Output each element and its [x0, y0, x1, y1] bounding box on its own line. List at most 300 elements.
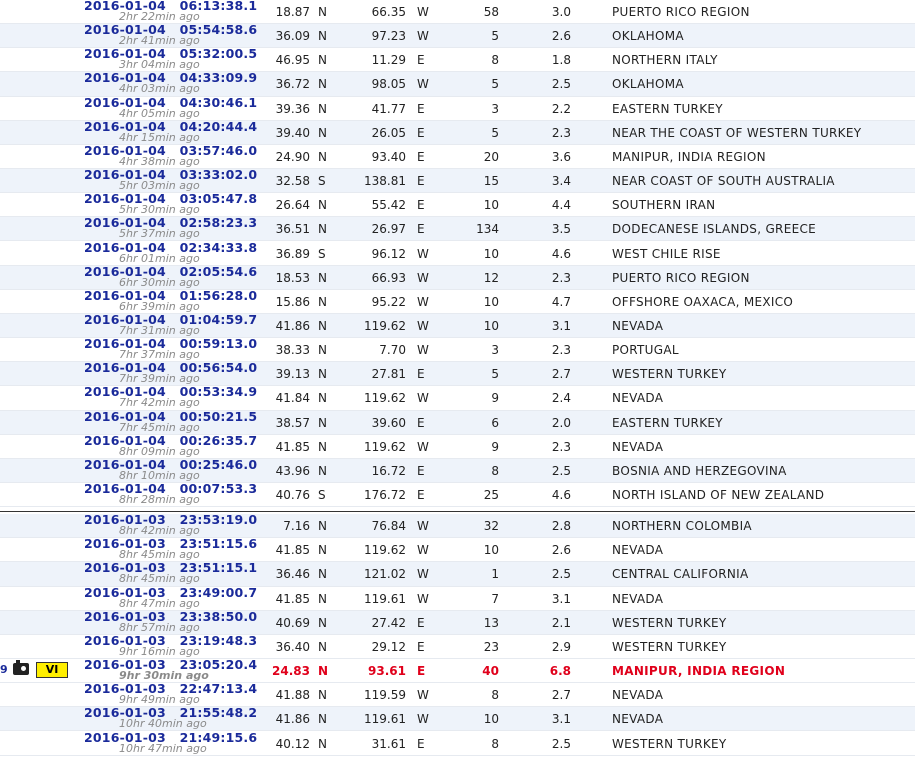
latitude: 41.85: [275, 591, 310, 606]
latitude: 39.13: [275, 367, 310, 382]
region-name: NEVADA: [612, 439, 664, 454]
table-row[interactable]: [0, 24, 915, 48]
region-name: EASTERN TURKEY: [612, 101, 723, 116]
magnitude: 2.1: [551, 615, 571, 630]
longitude: 76.84: [371, 519, 406, 534]
latitude: 41.88: [275, 688, 310, 703]
event-datetime-link[interactable]: 2016-01-04 03:57:46.0: [84, 142, 258, 158]
longitude-hemisphere: W: [417, 246, 429, 261]
longitude-hemisphere: E: [417, 615, 425, 630]
depth-km: 7: [491, 591, 499, 606]
region-name: SOUTHERN IRAN: [612, 198, 716, 213]
depth-km: 10: [483, 246, 499, 261]
camera-icon[interactable]: [13, 663, 29, 675]
table-row[interactable]: [0, 514, 915, 538]
region-name: OKLAHOMA: [612, 77, 684, 92]
event-datetime-link[interactable]: 2016-01-03 21:55:48.2: [84, 705, 258, 721]
longitude: 26.05: [371, 125, 406, 140]
latitude-hemisphere: N: [318, 543, 327, 558]
magnitude: 6.8: [549, 664, 571, 679]
longitude-hemisphere: E: [417, 415, 425, 430]
longitude-hemisphere: E: [417, 53, 425, 68]
region-name: NEAR COAST OF SOUTH AUSTRALIA: [612, 174, 835, 189]
longitude: 66.93: [371, 270, 406, 285]
latitude-hemisphere: N: [318, 198, 327, 213]
depth-km: 8: [491, 688, 499, 703]
latitude-hemisphere: N: [318, 567, 327, 582]
event-datetime-link[interactable]: 2016-01-03 23:51:15.6: [84, 536, 258, 552]
magnitude: 2.9: [551, 639, 571, 654]
region-name: DODECANESE ISLANDS, GREECE: [612, 222, 817, 237]
latitude-hemisphere: N: [318, 615, 327, 630]
table-row[interactable]: [0, 287, 915, 314]
longitude-hemisphere: W: [417, 29, 429, 44]
longitude-hemisphere: W: [417, 567, 429, 582]
time-ago: 9hr 30min ago: [119, 669, 209, 683]
time-ago: 8hr 45min ago: [119, 572, 200, 586]
time-ago: 7hr 42min ago: [119, 396, 200, 410]
table-row[interactable]: [0, 707, 915, 731]
latitude-hemisphere: N: [318, 5, 327, 19]
longitude: 16.72: [371, 463, 406, 478]
table-row[interactable]: [0, 48, 915, 72]
event-datetime-link[interactable]: 2016-01-03 21:49:15.6: [84, 729, 258, 745]
longitude: 31.61: [371, 736, 406, 751]
latitude: 38.33: [275, 343, 310, 358]
latitude-hemisphere: N: [318, 53, 327, 68]
day-separator: [0, 511, 915, 512]
longitude: 119.62: [364, 318, 406, 333]
latitude-hemisphere: N: [318, 125, 327, 140]
longitude: 121.02: [364, 567, 406, 582]
depth-km: 3: [491, 101, 499, 116]
magnitude: 2.4: [551, 391, 571, 406]
time-ago: 2hr 41min ago: [119, 34, 200, 48]
intensity-badge[interactable]: VI: [36, 662, 68, 678]
region-name: NORTHERN COLOMBIA: [612, 519, 752, 534]
event-datetime-link[interactable]: 2016-01-03 23:53:19.0: [84, 512, 258, 528]
time-ago: 10hr 40min ago: [119, 717, 207, 731]
longitude-hemisphere: E: [417, 488, 425, 502]
time-ago: 4hr 15min ago: [119, 130, 200, 144]
magnitude: 2.3: [551, 270, 571, 285]
region-name: OFFSHORE OAXACA, MEXICO: [612, 294, 794, 309]
depth-km: 20: [483, 149, 499, 164]
time-ago: 4hr 38min ago: [119, 154, 200, 168]
latitude: 38.57: [275, 415, 310, 430]
region-name: WESTERN TURKEY: [612, 367, 727, 382]
event-datetime-link[interactable]: 2016-01-04 03:05:47.8: [84, 191, 258, 207]
longitude: 119.61: [364, 591, 406, 606]
region-name: EASTERN TURKEY: [612, 415, 723, 430]
region-name: NEVADA: [612, 688, 664, 703]
table-row[interactable]: [0, 659, 915, 683]
region-name: MANIPUR, INDIA REGION: [612, 149, 766, 164]
longitude: 27.81: [371, 367, 406, 382]
region-name: PUERTO RICO REGION: [612, 5, 750, 19]
longitude-hemisphere: E: [417, 125, 425, 140]
latitude: 41.84: [275, 391, 310, 406]
magnitude: 2.6: [551, 543, 571, 558]
event-datetime-link[interactable]: 2016-01-04 01:04:59.7: [84, 311, 258, 327]
longitude: 7.70: [379, 343, 406, 358]
latitude: 36.89: [275, 246, 310, 261]
table-row[interactable]: [0, 263, 915, 290]
latitude: 36.40: [275, 639, 310, 654]
latitude-hemisphere: N: [318, 149, 327, 164]
region-name: OKLAHOMA: [612, 29, 684, 44]
time-ago: 7hr 31min ago: [119, 323, 200, 337]
table-row[interactable]: [0, 118, 915, 145]
region-name: NEVADA: [612, 543, 664, 558]
magnitude: 3.1: [551, 318, 571, 333]
table-row[interactable]: [0, 432, 915, 459]
time-ago: 4hr 03min ago: [119, 82, 200, 96]
depth-km: 6: [491, 415, 499, 430]
longitude: 93.40: [371, 149, 406, 164]
latitude-hemisphere: N: [318, 29, 327, 44]
region-name: WESTERN TURKEY: [612, 639, 727, 654]
table-row[interactable]: [0, 72, 915, 96]
depth-km: 58: [483, 5, 499, 19]
longitude-hemisphere: W: [417, 712, 429, 727]
magnitude: 4.6: [551, 488, 571, 502]
event-datetime-link[interactable]: 2016-01-04 00:50:21.5: [84, 408, 258, 424]
region-name: NORTHERN ITALY: [612, 53, 718, 68]
latitude-hemisphere: N: [318, 343, 327, 358]
event-datetime-link[interactable]: 2016-01-04 00:25:46.0: [84, 456, 258, 472]
latitude: 40.69: [275, 615, 310, 630]
longitude-hemisphere: W: [417, 5, 429, 19]
time-ago: 8hr 10min ago: [119, 468, 200, 482]
event-datetime-link[interactable]: 2016-01-04 00:56:54.0: [84, 360, 258, 376]
longitude: 119.61: [364, 712, 406, 727]
magnitude: 2.8: [551, 519, 571, 534]
longitude: 96.12: [371, 246, 406, 261]
table-row[interactable]: [0, 483, 915, 507]
longitude-hemisphere: E: [417, 639, 425, 654]
latitude-hemisphere: N: [318, 463, 327, 478]
longitude-hemisphere: W: [417, 391, 429, 406]
depth-km: 32: [483, 519, 499, 534]
time-ago: 7hr 45min ago: [119, 420, 200, 434]
event-datetime-link[interactable]: 2016-01-03 22:47:13.4: [84, 681, 258, 697]
event-datetime-link[interactable]: 2016-01-04 04:33:09.9: [84, 70, 258, 86]
longitude: 97.23: [371, 29, 406, 44]
longitude-hemisphere: E: [417, 174, 425, 189]
time-ago: 6hr 01min ago: [119, 251, 200, 265]
table-row[interactable]: [0, 386, 915, 410]
longitude: 11.29: [371, 53, 406, 68]
event-datetime-link[interactable]: 2016-01-04 06:13:38.1: [84, 0, 258, 13]
longitude: 176.72: [364, 488, 406, 502]
latitude: 43.96: [275, 463, 310, 478]
time-ago: 7hr 37min ago: [119, 348, 200, 362]
depth-km: 3: [491, 343, 499, 358]
latitude: 36.72: [275, 77, 310, 92]
longitude: 66.35: [371, 5, 406, 19]
latitude: 39.36: [275, 101, 310, 116]
longitude: 26.97: [371, 222, 406, 237]
region-name: PORTUGAL: [612, 343, 679, 358]
latitude: 24.90: [275, 149, 310, 164]
magnitude: 3.4: [551, 174, 571, 189]
longitude: 95.22: [371, 294, 406, 309]
latitude-hemisphere: S: [318, 246, 326, 261]
latitude: 39.40: [275, 125, 310, 140]
time-ago: 8hr 42min ago: [119, 524, 200, 538]
event-datetime-link[interactable]: 2016-01-03 23:19:48.3: [84, 632, 258, 648]
longitude-hemisphere: E: [417, 664, 426, 679]
depth-km: 23: [483, 639, 499, 654]
event-datetime-link[interactable]: 2016-01-03 23:51:15.1: [84, 560, 258, 576]
table-row[interactable]: [0, 142, 915, 169]
event-datetime-link[interactable]: 2016-01-04 04:20:44.4: [84, 118, 258, 134]
time-ago: 8hr 28min ago: [119, 493, 200, 506]
region-name: MANIPUR, INDIA REGION: [612, 664, 786, 679]
depth-km: 8: [491, 736, 499, 751]
depth-km: 10: [483, 712, 499, 727]
latitude-hemisphere: N: [318, 367, 327, 382]
latitude-hemisphere: N: [318, 77, 327, 92]
magnitude: 2.5: [551, 736, 571, 751]
depth-km: 1: [491, 567, 499, 582]
table-row[interactable]: [0, 562, 915, 586]
longitude-hemisphere: W: [417, 77, 429, 92]
time-ago: 8hr 45min ago: [119, 548, 200, 562]
longitude: 138.81: [364, 174, 406, 189]
region-name: WESTERN TURKEY: [612, 615, 727, 630]
table-row[interactable]: [0, 456, 915, 483]
magnitude: 3.5: [551, 222, 571, 237]
depth-km: 9: [491, 391, 499, 406]
event-datetime-link[interactable]: 2016-01-04 02:34:33.8: [84, 239, 258, 255]
latitude: 24.83: [272, 664, 310, 679]
latitude: 32.58: [275, 174, 310, 189]
magnitude: 2.3: [551, 125, 571, 140]
region-name: NEVADA: [612, 712, 664, 727]
depth-km: 10: [483, 543, 499, 558]
event-datetime-link[interactable]: 2016-01-04 05:54:58.6: [84, 22, 258, 38]
event-datetime-link[interactable]: 2016-01-03 23:49:00.7: [84, 584, 258, 600]
latitude-hemisphere: N: [318, 639, 327, 654]
latitude: 41.86: [275, 318, 310, 333]
time-ago: 2hr 22min ago: [119, 10, 200, 23]
depth-km: 25: [483, 488, 499, 502]
latitude-hemisphere: N: [318, 688, 327, 703]
longitude-hemisphere: E: [417, 198, 425, 213]
latitude-hemisphere: N: [318, 736, 327, 751]
latitude-hemisphere: N: [318, 712, 327, 727]
magnitude: 3.0: [551, 5, 571, 19]
magnitude: 2.2: [551, 101, 571, 116]
table-row[interactable]: [0, 338, 915, 362]
longitude-hemisphere: E: [417, 101, 425, 116]
table-row[interactable]: [0, 0, 915, 24]
table-row[interactable]: [0, 584, 915, 611]
table-row[interactable]: [0, 311, 915, 338]
time-ago: 6hr 39min ago: [119, 299, 200, 313]
latitude-hemisphere: N: [318, 391, 327, 406]
latitude-hemisphere: N: [318, 664, 329, 679]
region-name: NORTH ISLAND OF NEW ZEALAND: [612, 488, 825, 502]
time-ago: 8hr 57min ago: [119, 620, 200, 634]
latitude: 36.51: [275, 222, 310, 237]
longitude-hemisphere: E: [417, 736, 425, 751]
longitude-hemisphere: E: [417, 149, 425, 164]
event-datetime-link[interactable]: 2016-01-04 02:05:54.6: [84, 263, 258, 279]
table-row[interactable]: [0, 729, 915, 756]
event-datetime-link[interactable]: 2016-01-03 23:05:20.4: [84, 657, 258, 673]
region-name: CENTRAL CALIFORNIA: [612, 567, 749, 582]
latitude: 41.85: [275, 439, 310, 454]
depth-km: 5: [491, 77, 499, 92]
table-row[interactable]: [0, 239, 915, 266]
event-datetime-link[interactable]: 2016-01-03 23:38:50.0: [84, 608, 258, 624]
magnitude: 2.6: [551, 29, 571, 44]
latitude: 36.46: [275, 567, 310, 582]
longitude-hemisphere: W: [417, 591, 429, 606]
latitude-hemisphere: S: [318, 174, 326, 189]
magnitude: 3.1: [551, 712, 571, 727]
longitude-hemisphere: W: [417, 543, 429, 558]
latitude: 18.53: [275, 270, 310, 285]
latitude: 36.09: [275, 29, 310, 44]
depth-km: 12: [483, 270, 499, 285]
latitude-hemisphere: N: [318, 101, 327, 116]
magnitude: 4.4: [551, 198, 571, 213]
latitude-hemisphere: N: [318, 318, 327, 333]
latitude: 7.16: [283, 519, 310, 534]
felt-reports-count[interactable]: 9: [0, 663, 8, 677]
event-datetime-link[interactable]: 2016-01-04 04:30:46.1: [84, 94, 258, 110]
event-datetime-link[interactable]: 2016-01-04 01:56:28.0: [84, 287, 258, 303]
longitude: 119.62: [364, 391, 406, 406]
time-ago: 9hr 49min ago: [119, 693, 200, 707]
longitude-hemisphere: W: [417, 439, 429, 454]
magnitude: 4.7: [551, 294, 571, 309]
magnitude: 4.6: [551, 246, 571, 261]
longitude: 27.42: [371, 615, 406, 630]
longitude: 119.59: [364, 688, 406, 703]
time-ago: 5hr 37min ago: [119, 227, 200, 241]
magnitude: 2.5: [551, 567, 571, 582]
depth-km: 5: [491, 125, 499, 140]
depth-km: 9: [491, 439, 499, 454]
time-ago: 8hr 47min ago: [119, 596, 200, 610]
event-datetime-link[interactable]: 2016-01-04 00:59:13.0: [84, 336, 258, 352]
region-name: NEVADA: [612, 591, 664, 606]
table-row[interactable]: [0, 538, 915, 562]
depth-km: 13: [483, 615, 499, 630]
latitude: 41.85: [275, 543, 310, 558]
magnitude: 2.3: [551, 439, 571, 454]
longitude-hemisphere: W: [417, 343, 429, 358]
magnitude: 2.7: [551, 367, 571, 382]
event-datetime-link[interactable]: 2016-01-04 05:32:00.5: [84, 46, 258, 62]
latitude: 41.86: [275, 712, 310, 727]
time-ago: 10hr 47min ago: [119, 741, 207, 755]
longitude: 55.42: [371, 198, 406, 213]
longitude-hemisphere: W: [417, 270, 429, 285]
longitude: 29.12: [371, 639, 406, 654]
table-row[interactable]: [0, 683, 915, 707]
event-datetime-link[interactable]: 2016-01-04 00:26:35.7: [84, 432, 258, 448]
depth-km: 5: [491, 367, 499, 382]
latitude-hemisphere: N: [318, 270, 327, 285]
depth-km: 40: [482, 664, 499, 679]
longitude-hemisphere: W: [417, 294, 429, 309]
table-row[interactable]: [0, 193, 915, 217]
latitude: 15.86: [275, 294, 310, 309]
event-datetime-link[interactable]: 2016-01-04 03:33:02.0: [84, 167, 258, 183]
latitude-hemisphere: N: [318, 439, 327, 454]
time-ago: 5hr 30min ago: [119, 203, 200, 217]
latitude: 18.87: [275, 5, 310, 19]
magnitude: 2.0: [551, 415, 571, 430]
depth-km: 10: [483, 198, 499, 213]
depth-km: 8: [491, 463, 499, 478]
longitude: 98.05: [371, 77, 406, 92]
magnitude: 2.7: [551, 688, 571, 703]
region-name: WESTERN TURKEY: [612, 736, 727, 751]
magnitude: 3.1: [551, 591, 571, 606]
longitude: 41.77: [371, 101, 406, 116]
longitude: 39.60: [371, 415, 406, 430]
latitude: 40.12: [275, 736, 310, 751]
table-row[interactable]: [0, 169, 915, 193]
depth-km: 134: [476, 222, 499, 237]
latitude: 46.95: [275, 53, 310, 68]
event-datetime-link[interactable]: 2016-01-04 02:58:23.3: [84, 215, 258, 231]
region-name: NEVADA: [612, 318, 664, 333]
table-row[interactable]: [0, 94, 915, 121]
latitude-hemisphere: N: [318, 222, 327, 237]
time-ago: 4hr 05min ago: [119, 106, 200, 120]
magnitude: 2.5: [551, 463, 571, 478]
time-ago: 6hr 30min ago: [119, 275, 200, 289]
latitude-hemisphere: N: [318, 415, 327, 430]
table-row[interactable]: [0, 608, 915, 635]
longitude: 119.62: [364, 543, 406, 558]
longitude-hemisphere: E: [417, 222, 425, 237]
longitude-hemisphere: E: [417, 463, 425, 478]
table-row[interactable]: [0, 632, 915, 659]
latitude: 26.64: [275, 198, 310, 213]
longitude-hemisphere: E: [417, 367, 425, 382]
table-row[interactable]: [0, 408, 915, 435]
magnitude: 3.6: [551, 149, 571, 164]
region-name: NEAR THE COAST OF WESTERN TURKEY: [612, 125, 862, 140]
region-name: WEST CHILE RISE: [612, 246, 721, 261]
longitude: 119.62: [364, 439, 406, 454]
time-ago: 3hr 04min ago: [119, 58, 200, 72]
table-row[interactable]: [0, 362, 915, 386]
latitude-hemisphere: S: [318, 488, 326, 502]
time-ago: 5hr 03min ago: [119, 179, 200, 193]
depth-km: 15: [483, 174, 499, 189]
time-ago: 9hr 16min ago: [119, 644, 200, 658]
time-ago: 8hr 09min ago: [119, 444, 200, 458]
magnitude: 1.8: [551, 53, 571, 68]
longitude-hemisphere: W: [417, 688, 429, 703]
magnitude: 2.5: [551, 77, 571, 92]
longitude-hemisphere: W: [417, 318, 429, 333]
event-datetime-link[interactable]: 2016-01-04 00:53:34.9: [84, 384, 258, 400]
table-row[interactable]: [0, 217, 915, 241]
event-datetime-link[interactable]: 2016-01-04 00:07:53.3: [84, 481, 258, 496]
depth-km: 8: [491, 53, 499, 68]
